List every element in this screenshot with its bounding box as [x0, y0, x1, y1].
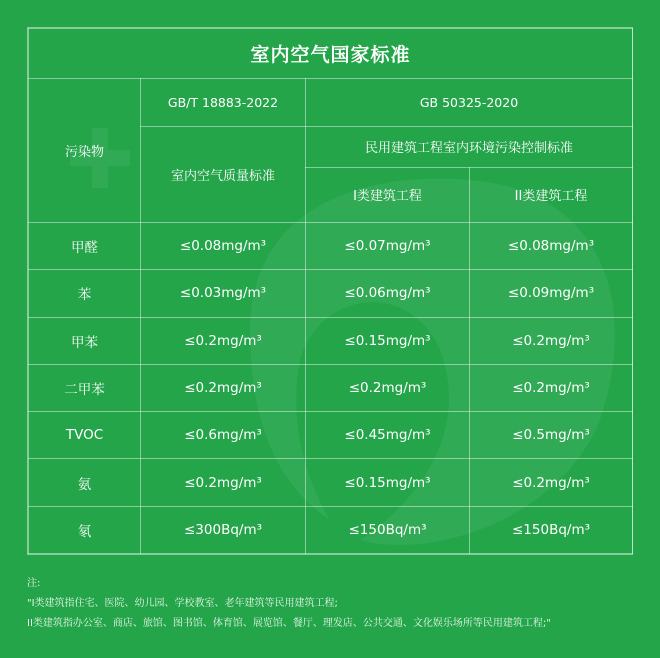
table-row: [29, 364, 633, 411]
limit-class-1: ≤0.45mg/m³: [306, 412, 470, 459]
standard-2-description: 民用建筑工程室内环境污染控制标准: [306, 126, 633, 167]
pollutant-name: 氡: [29, 506, 141, 553]
limit-class-1: ≤0.06mg/m³: [306, 270, 470, 317]
limit-indoor-air: ≤0.08mg/m³: [141, 223, 306, 270]
limit-indoor-air: ≤0.6mg/m³: [141, 412, 306, 459]
note-class-1: "I类建筑指住宅、医院、幼儿园、学校教室、老年建筑等民用建筑工程;: [27, 598, 338, 609]
limit-class-2: ≤0.5mg/m³: [470, 412, 633, 459]
table-row: [29, 270, 633, 317]
table-row: [29, 223, 633, 270]
limit-class-1: ≤0.2mg/m³: [306, 364, 470, 411]
limit-class-2: ≤0.2mg/m³: [470, 364, 633, 411]
footnotes: [27, 574, 637, 634]
limit-class-2: ≤0.08mg/m³: [470, 223, 633, 270]
pollutant-name: 甲苯: [29, 317, 141, 364]
page-title: 室内空气国家标准: [29, 29, 633, 79]
limit-indoor-air: ≤0.2mg/m³: [141, 364, 306, 411]
standard-1-code: GB/T 18883-2022: [141, 79, 306, 126]
limit-indoor-air: ≤0.2mg/m³: [141, 317, 306, 364]
class-1-header: I类建筑工程: [306, 167, 470, 222]
standards-table: [28, 28, 633, 554]
pollutant-name: 二甲苯: [29, 364, 141, 411]
pollutant-header: 污染物: [29, 79, 141, 223]
table-row: [29, 412, 633, 459]
table-row: [29, 459, 633, 506]
limit-indoor-air: ≤300Bq/m³: [141, 506, 306, 553]
pollutant-name: 氨: [29, 459, 141, 506]
limit-class-1: ≤150Bq/m³: [306, 506, 470, 553]
standard-1-description: 室内空气质量标准: [141, 126, 306, 223]
limit-class-2: ≤150Bq/m³: [470, 506, 633, 553]
limit-indoor-air: ≤0.03mg/m³: [141, 270, 306, 317]
limit-class-1: ≤0.15mg/m³: [306, 459, 470, 506]
notes-label: 注:: [27, 578, 41, 589]
standard-2-code: GB 50325-2020: [306, 79, 633, 126]
pollutant-name: 苯: [29, 270, 141, 317]
pollutant-name: TVOC: [29, 412, 141, 459]
table-row: [29, 317, 633, 364]
limit-class-2: ≤0.09mg/m³: [470, 270, 633, 317]
limit-indoor-air: ≤0.2mg/m³: [141, 459, 306, 506]
pollutant-name: 甲醛: [29, 223, 141, 270]
note-class-2: II类建筑指办公室、商店、旅馆、图书馆、体育馆、展览馆、餐厅、理发店、公共交通、文化娱乐场所等民用建筑工程;": [27, 618, 551, 629]
limit-class-2: ≤0.2mg/m³: [470, 317, 633, 364]
limit-class-1: ≤0.07mg/m³: [306, 223, 470, 270]
standards-table-container: [27, 27, 633, 555]
table-row: [29, 506, 633, 553]
class-2-header: II类建筑工程: [470, 167, 633, 222]
limit-class-1: ≤0.15mg/m³: [306, 317, 470, 364]
limit-class-2: ≤0.2mg/m³: [470, 459, 633, 506]
